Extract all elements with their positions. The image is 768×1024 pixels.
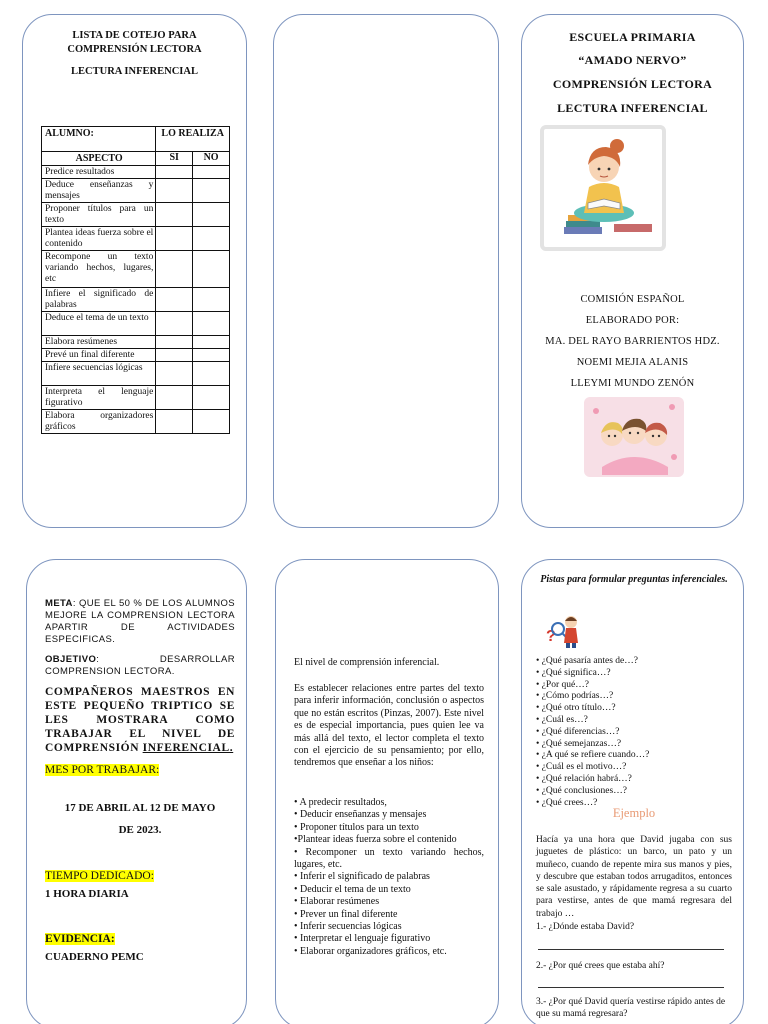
list-item: • ¿Qué significa…? [536, 667, 611, 678]
aspect-cell: Infiere secuencias lógicas [42, 362, 156, 386]
si-cell[interactable] [156, 203, 193, 227]
table-row [42, 288, 230, 312]
questions-list [536, 656, 732, 809]
dates-line1: 17 DE ABRIL AL 12 DE MAYO [64, 802, 216, 814]
meta-paragraph [45, 598, 235, 646]
evidencia-label: EVIDENCIA: [45, 933, 115, 945]
lo-realiza-label: LO REALIZA [156, 127, 230, 152]
si-cell[interactable] [156, 336, 193, 349]
list-item: • ¿Qué otro título…? [536, 703, 616, 714]
evidencia-label-row [45, 929, 235, 947]
list-item: • ¿Cuál es el motivo…? [536, 762, 627, 773]
si-cell[interactable] [156, 227, 193, 251]
list-item: •Plantear ideas fuerza sobre el contenido [294, 834, 457, 846]
no-cell[interactable] [193, 166, 230, 179]
svg-text:?: ? [546, 628, 556, 645]
questions-panel [521, 559, 744, 1024]
objetivo-text: : DESARROLLAR COMPRENSION LECTORA. [45, 654, 235, 677]
no-cell[interactable] [193, 410, 230, 434]
dates-line2: DE 2023. [118, 824, 162, 836]
explanation-body: Es establecer relaciones entre partes del texto para inferir información, conclusión o aspectos que no están escritos (Pinzas, 2007). Este nivel es de especial importancia, pues quien lee va más allá del texto, el lector completa el texto con el ejercicio de su pensamiento; por ello, tendremos que enseñar a los niños: [294, 683, 484, 769]
aspect-cell: Infiere el significado de palabras [42, 288, 156, 312]
no-cell[interactable] [193, 349, 230, 362]
goals-panel [26, 559, 247, 1024]
girl-reading-image [540, 125, 666, 251]
author-name: MA. DEL RAYO BARRIENTOS HDZ. [545, 336, 720, 347]
children-illustration [584, 397, 684, 477]
checklist-subtitle: LECTURA INFERENCIAL [71, 66, 198, 77]
aspect-cell: Proponer títulos para un texto [42, 203, 156, 227]
tiempo-value: 1 HORA DIARIA [45, 888, 129, 900]
list-item: • Deducir el tema de un texto [294, 883, 411, 895]
si-cell[interactable] [156, 251, 193, 288]
answer-line-rule [538, 949, 724, 950]
aspect-cell: Elabora resúmenes [42, 336, 156, 349]
list-item: • ¿A qué se refiere cuando…? [536, 750, 650, 761]
message-text: COMPAÑEROS MAESTROS EN ESTE PEQUEÑO TRIPTICO SE LES MOSTRARA COMO TRABAJAR EL NIVEL DE COMPRENSIÓN [45, 686, 235, 754]
checklist-title-line2: COMPRENSIÓN LECTORA [67, 44, 202, 55]
list-item: • ¿Qué relación habrá…? [536, 773, 632, 784]
list-item: • ¿Qué pasaría antes de…? [536, 656, 638, 666]
question-1: 1.- ¿Dónde estaba David? [536, 922, 635, 932]
no-label: NO [193, 152, 230, 166]
no-cell[interactable] [193, 179, 230, 203]
list-item: • Elaborar resúmenes [294, 896, 380, 908]
aspect-cell: Deduce el tema de un texto [42, 312, 156, 336]
no-cell[interactable] [193, 336, 230, 349]
message-underlined: INFERENCIAL. [142, 742, 234, 754]
list-item: • ¿Qué conclusiones…? [536, 785, 627, 796]
no-cell[interactable] [193, 227, 230, 251]
table-row [42, 386, 230, 410]
author-name: NOEMI MEJIA ALANIS [576, 357, 689, 368]
table-row [42, 410, 230, 434]
skills-list [294, 797, 484, 958]
evidencia-value: CUADERNO PEMC [45, 951, 144, 963]
si-cell[interactable] [156, 179, 193, 203]
cover-panel [521, 14, 744, 528]
no-cell[interactable] [193, 312, 230, 336]
explanation-intro: El nivel de comprensión inferencial. [294, 657, 440, 668]
answer-line [536, 987, 732, 988]
checklist-table [41, 126, 230, 434]
aspect-cell: Predice resultados [42, 166, 156, 179]
list-item: • ¿Qué diferencias…? [536, 726, 620, 737]
aspect-cell: Plantea ideas fuerza sobre el contenido [42, 227, 156, 251]
list-item: • ¿Por qué…? [536, 679, 589, 690]
si-cell[interactable] [156, 410, 193, 434]
aspect-cell: Elabora organizadores gráficos [42, 410, 156, 434]
example-label: Ejemplo [612, 806, 656, 820]
no-cell[interactable] [193, 288, 230, 312]
no-cell[interactable] [193, 386, 230, 410]
list-item: • ¿Qué semejanzas…? [536, 738, 622, 749]
list-item: • ¿Cómo podrías…? [536, 691, 614, 702]
si-cell[interactable] [156, 349, 193, 362]
aspect-cell: Deduce enseñanzas y mensajes [42, 179, 156, 203]
question-2: 2.- ¿Por qué crees que estaba ahí? [536, 961, 665, 971]
blank-panel [273, 14, 499, 528]
objetivo-label: OBJETIVO [45, 654, 97, 665]
list-item: • Interpretar el lenguaje figurativo [294, 933, 431, 945]
list-item: • Recomponer un texto variando hechos, lugares, etc. [294, 846, 484, 871]
tiempo-label-row [45, 866, 235, 884]
message-paragraph [45, 685, 235, 755]
meta-label: META [45, 598, 73, 609]
list-item: • Inferir el significado de palabras [294, 871, 430, 883]
list-item: • Elaborar organizadores gráficos, etc. [294, 945, 447, 957]
table-row [42, 362, 230, 386]
list-item: • A predecir resultados, [294, 797, 387, 808]
no-cell[interactable] [193, 362, 230, 386]
table-row [42, 251, 230, 288]
table-row [42, 336, 230, 349]
list-item: • ¿Cuál es…? [536, 714, 588, 725]
answer-line [536, 949, 732, 950]
explanation-panel [275, 559, 499, 1024]
detective-icon [544, 611, 584, 649]
checklist-title [23, 29, 246, 57]
si-cell[interactable] [156, 288, 193, 312]
alumno-label: ALUMNO: [42, 127, 156, 152]
si-cell[interactable] [156, 166, 193, 179]
list-item: • Inferir secuencias lógicas [294, 921, 402, 933]
cover-heading-inferencial: LECTURA INFERENCIAL [557, 101, 708, 115]
mes-label: MES POR TRABAJAR: [45, 764, 160, 776]
question-3: 3.- ¿Por qué David quería vestirse rápido antes de que su mamá regresara? [536, 997, 726, 1019]
table-row [42, 312, 230, 336]
si-cell[interactable] [156, 386, 193, 410]
no-cell[interactable] [193, 203, 230, 227]
aspect-cell: Recompone un texto variando hechos, lugares, etc [42, 251, 156, 288]
table-row [42, 349, 230, 362]
table-header-row [42, 152, 230, 166]
list-item: • Prever un final diferente [294, 908, 398, 920]
example-story: Hacía ya una hora que David jugaba con sus juguetes de plástico: un barco, un pato y un muñeco, cuando de repente mira sus manos y pies, y descubre que estaban todos arrugaditos, entonces se sale asustado, y rápidamente regresa a su cuarto para vestirse, antes de que mamá regresara del trabajo … [536, 835, 732, 919]
si-cell[interactable] [156, 362, 193, 386]
checklist-title-line1: LISTA DE COTEJO PARA [72, 30, 197, 41]
si-cell[interactable] [156, 312, 193, 336]
school-name-line1: ESCUELA PRIMARIA [569, 30, 696, 44]
aspecto-label: ASPECTO [42, 152, 156, 166]
children-reading-image [584, 397, 684, 477]
mes-label-row [45, 760, 235, 778]
objetivo-paragraph [45, 654, 235, 678]
si-label: SI [156, 152, 193, 166]
elaborated-by-label: ELABORADO POR: [585, 315, 680, 326]
list-item: • ¿Qué crees…? [536, 797, 598, 808]
table-row [42, 227, 230, 251]
no-cell[interactable] [193, 251, 230, 288]
school-name-line2: “AMADO NERVO” [578, 53, 687, 67]
commission-label: COMISIÓN ESPAÑOL [580, 294, 685, 305]
answer-line-rule [538, 987, 724, 988]
table-row [42, 179, 230, 203]
aspect-cell: Interpreta el lenguaje figurativo [42, 386, 156, 410]
list-item: • Deducir enseñanzas y mensajes [294, 809, 427, 821]
girl-reading-illustration [544, 129, 662, 247]
table-row [42, 203, 230, 227]
meta-text: : QUE EL 50 % DE LOS ALUMNOS MEJORE LA COMPRENSION LECTORA APARTIR DE ACTIVIDADES ESPECIFICAS. [45, 598, 235, 645]
author-name: LLEYMI MUNDO ZENÓN [570, 378, 695, 389]
aspect-cell: Prevé un final diferente [42, 349, 156, 362]
checklist-panel [22, 14, 247, 528]
tiempo-label: TIEMPO DEDICADO: [45, 870, 154, 882]
table-row [42, 166, 230, 179]
list-item: • Proponer títulos para un texto [294, 821, 419, 833]
cover-heading-comprension: COMPRENSIÓN LECTORA [552, 77, 713, 91]
table-header-row [42, 127, 230, 152]
questions-title: Pistas para formular preguntas inferenciales. [540, 574, 728, 585]
